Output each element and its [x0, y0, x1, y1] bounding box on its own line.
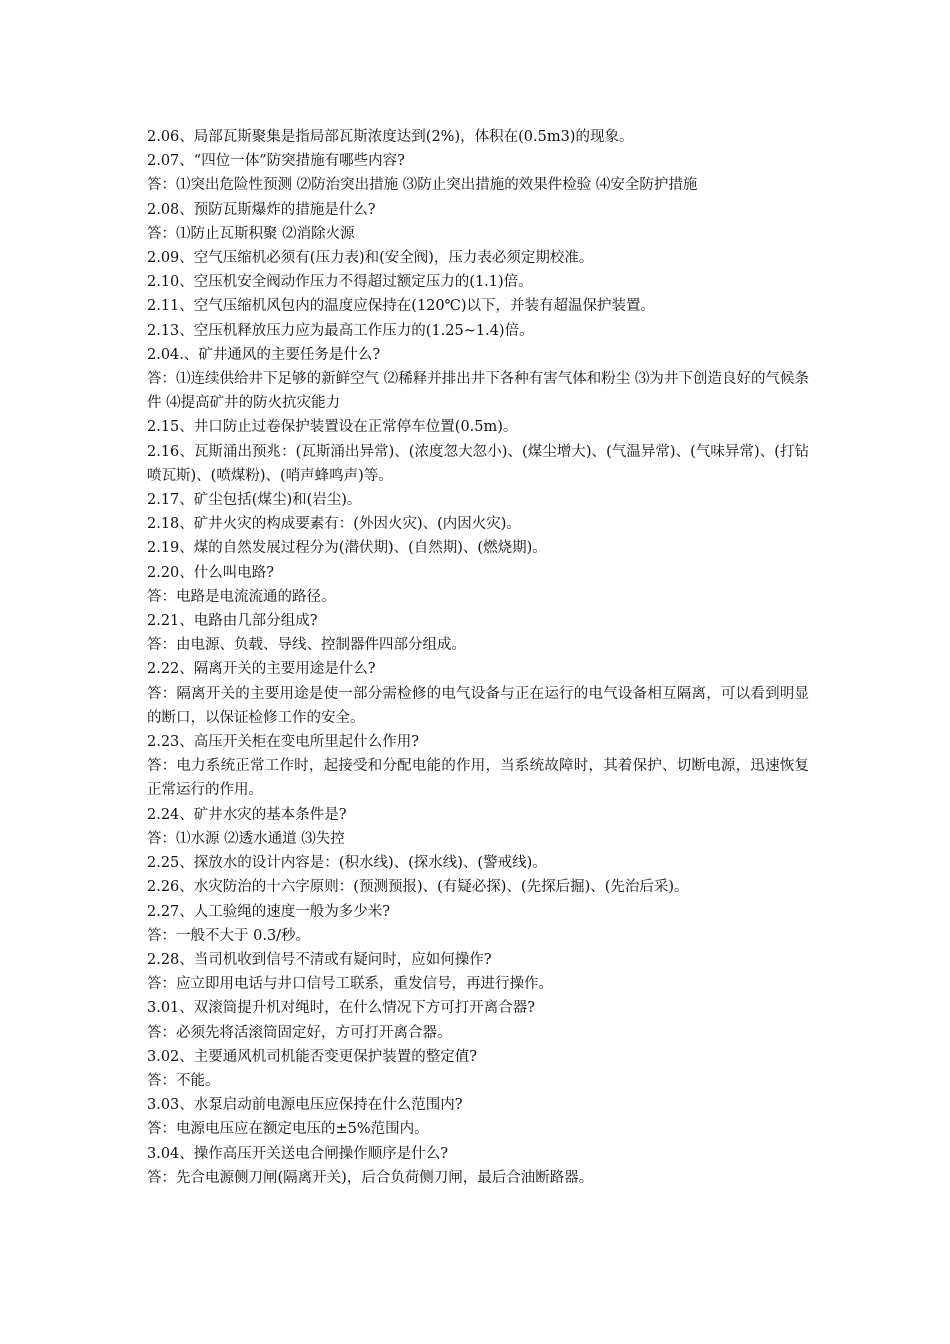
text-line: 答：应立即用电话与井口信号工联系，重发信号，再进行操作。 — [147, 976, 553, 993]
document-body — [147, 125, 809, 1190]
text-line: 2.04.、矿井通风的主要任务是什么? — [147, 346, 381, 363]
text-line: 2.20、什么叫电路? — [147, 564, 275, 581]
text-line: 答：⑴突出危险性预测 ⑵防治突出措施 ⑶防止突出措施的效果件检验 ⑷安全防护措施 — [147, 177, 698, 194]
text-line: 2.17、矿尘包括(煤尘)和(岩尘)。 — [147, 492, 362, 509]
text-line: 答：不能。 — [147, 1072, 220, 1089]
text-line: 2.28、当司机收到信号不清或有疑问时，应如何操作? — [147, 951, 492, 968]
text-line: 答：先合电源侧刀闸(隔离开关)，后合负荷侧刀闸，最后合油断路器。 — [147, 1169, 594, 1186]
text-line: 2.06、局部瓦斯聚集是指局部瓦斯浓度达到(2%)，体积在(0.5m3)的现象。 — [147, 129, 634, 145]
text-line: 答：电力系统正常工作时，起接受和分配电能的作用，当系统故障时，其着保护、切断电源，迅速恢复正常运行的作用。 — [147, 758, 809, 799]
text-line: 3.02、主要通风机司机能否变更保护装置的整定值? — [147, 1048, 478, 1065]
text-line: 2.15、井口防止过卷保护装置设在正常停车位置(0.5m)。 — [147, 419, 518, 436]
text-line: 答：电路是电流流通的路径。 — [147, 588, 336, 605]
text-line: 3.01、双滚筒提升机对绳时，在什么情况下方可打开离合器? — [147, 1000, 536, 1017]
text-line: 答：⑴连续供给井下足够的新鲜空气 ⑵稀释并排出井下各种有害气体和粉尘 ⑶为井下创造良好的气候条件 ⑷提高矿井的防火抗灾能力 — [147, 371, 809, 412]
text-line: 2.25、探放水的设计内容是：(积水线)、(探水线)、(警戒线)。 — [147, 855, 547, 872]
text-line: 2.24、矿井水灾的基本条件是? — [147, 806, 347, 823]
text-line: 答：⑴防止瓦斯积聚 ⑵消除火源 — [147, 225, 355, 242]
text-line: 2.07、“四位一体”防突措施有哪些内容? — [147, 153, 405, 170]
text-line: 2.18、矿井火灾的构成要素有：(外因火灾)、(内因火灾)。 — [147, 516, 521, 533]
text-line: 2.08、预防瓦斯爆炸的措施是什么? — [147, 201, 376, 218]
text-line: 2.13、空压机释放压力应为最高工作压力的(1.25~1.4)倍。 — [147, 322, 534, 339]
text-line: 2.10、空压机安全阀动作压力不得超过额定压力的(1.1)倍。 — [147, 274, 533, 291]
text-line: 2.11、空气压缩机风包内的温度应保持在(120℃)以下，并装有超温保护装置。 — [147, 298, 655, 315]
text-line: 答：电源电压应在额定电压的±5%范围内。 — [147, 1121, 429, 1138]
text-line: 答：必须先将活滚筒固定好，方可打开离合器。 — [147, 1024, 452, 1041]
text-line: 2.16、瓦斯涌出预兆：(瓦斯涌出异常)、(浓度忽大忽小)、(煤尘增大)、(气温异常)、(气味异常)、(打钻喷瓦斯)、(喷煤粉)、(哨声蜂鸣声)等。 — [147, 443, 809, 484]
text-line: 答：隔离开关的主要用途是使一部分需检修的电气设备与正在运行的电气设备相互隔离，可以看到明显的断口，以保证检修工作的安全。 — [147, 685, 809, 726]
text-line: 答：由电源、负载、导线、控制器件四部分组成。 — [147, 637, 466, 654]
text-line: 3.04、操作高压开关送电合闸操作顺序是什么? — [147, 1145, 449, 1162]
text-line: 2.27、人工验绳的速度一般为多少米? — [147, 903, 391, 920]
text-line: 3.03、水泵启动前电源电压应保持在什么范围内? — [147, 1097, 463, 1114]
text-line: 2.22、隔离开关的主要用途是什么? — [147, 661, 376, 678]
text-line: 答：⑴水源 ⑵透水通道 ⑶失控 — [147, 830, 345, 847]
text-line: 2.21、电路由几部分组成? — [147, 613, 318, 630]
text-line: 2.09、空气压缩机必须有(压力表)和(安全阀)，压力表必须定期校准。 — [147, 250, 594, 267]
text-line: 2.23、高压开关柜在变电所里起什么作用? — [147, 734, 420, 751]
text-line: 答：一般不大于 0.3/秒。 — [147, 927, 311, 944]
text-line: 2.26、水灾防治的十六字原则：(预测预报)、(有疑必探)、(先探后掘)、(先治后采)。 — [147, 879, 689, 896]
text-line: 2.19、煤的自然发展过程分为(潜伏期)、(自然期)、(燃烧期)。 — [147, 540, 547, 557]
